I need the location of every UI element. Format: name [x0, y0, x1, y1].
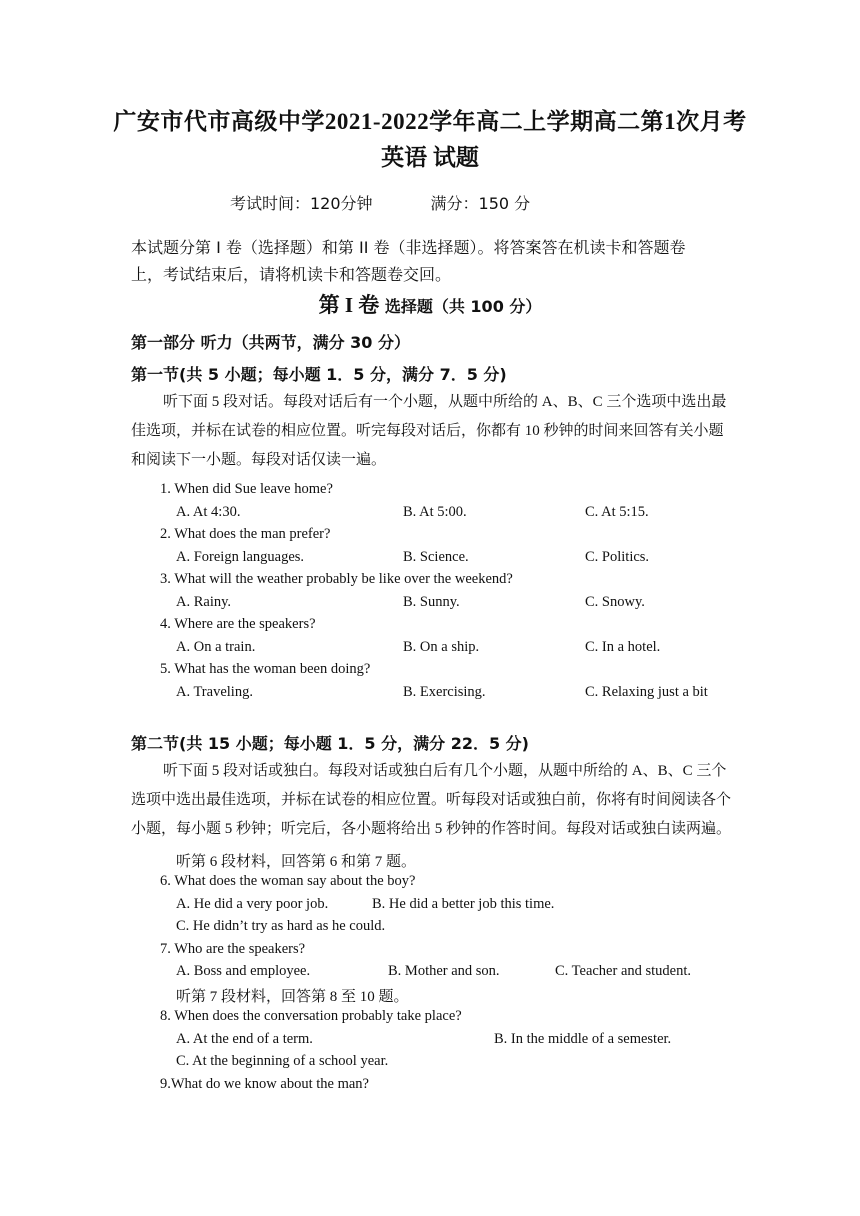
exam-info — [230, 191, 530, 214]
exam-time: 考试时间：120分钟 — [230, 194, 373, 213]
option-c: C. Teacher and student. — [555, 963, 692, 979]
question-1: 1. When did Sue leave home? — [160, 481, 333, 497]
directions-line: 佳选项，并标在试卷的相应位置。听完每段对话后，你都有 10 秒钟的时间来回答有关小题 — [131, 423, 724, 439]
question-6: 6. What does the woman say about the boy? — [160, 873, 416, 889]
question-9: 9.What do we know about the man? — [160, 1076, 369, 1092]
option-c: C. Snowy. — [585, 594, 645, 610]
option-c: C. Relaxing just a bit — [585, 684, 708, 700]
exam-title-line2: 英语 试题 — [381, 145, 479, 170]
question-8: 8. When does the conversation probably take place? — [160, 1008, 462, 1024]
material-7-note: 听第 7 段材料，回答第 8 至 10 题。 — [176, 989, 409, 1005]
directions-line: 听下面 5 段对话。每段对话后有一个小题，从题中所给的 A、B、C 三个选项中选出最 — [163, 394, 727, 410]
option-b: B. Sunny. — [403, 594, 460, 610]
exam-title-line1: 广安市代市高级中学2021-2022学年高二上学期高二第1次月考 — [113, 109, 747, 134]
question-5: 5. What has the woman been doing? — [160, 661, 371, 677]
option-a: A. Boss and employee. — [176, 963, 311, 979]
intro-line1: 本试题分第 I 卷（选择题）和第 II 卷（非选择题）。将答案答在机读卡和答题卷 — [131, 238, 686, 257]
question-4: 4. Where are the speakers? — [160, 616, 316, 632]
option-c: C. At the beginning of a school year. — [176, 1053, 389, 1069]
directions-line: 听下面 5 段对话或独白。每段对话或独白后有几个小题，从题中所给的 A、B、C 三个 — [163, 763, 727, 779]
option-a: A. Foreign languages. — [176, 549, 305, 565]
option-b: B. At 5:00. — [403, 504, 467, 520]
section2-heading: 第二节(共 15 小题；每小题 1．5 分，满分 22．5 分) — [131, 734, 529, 753]
volume1-title — [0, 289, 860, 319]
option-b: B. On a ship. — [403, 639, 480, 655]
option-b: B. He did a better job this time. — [372, 896, 555, 912]
directions-line: 选项中选出最佳选项，并标在试卷的相应位置。听每段对话或独白前，你将有时间阅读各个 — [131, 792, 732, 808]
option-b: B. Mother and son. — [388, 963, 500, 979]
directions-line: 小题，每小题 5 秒钟；听完后，各小题将给出 5 秒钟的作答时间。每段对话或独白读两遍。 — [131, 821, 732, 837]
intro-line2: 上，考试结束后，请将机读卡和答题卷交回。 — [131, 265, 452, 284]
option-a: A. He did a very poor job. — [176, 896, 329, 912]
option-c: C. At 5:15. — [585, 504, 649, 520]
option-c: C. Politics. — [585, 549, 650, 565]
option-a: A. Rainy. — [176, 594, 232, 610]
volume1-rest: 选择题（共 100 分） — [379, 297, 542, 316]
question-3: 3. What will the weather probably be like over the weekend? — [160, 571, 513, 587]
option-a: A. Traveling. — [176, 684, 253, 700]
section1-heading: 第一节(共 5 小题；每小题 1．5 分，满分 7．5 分) — [131, 365, 507, 384]
option-a: A. At 4:30. — [176, 504, 241, 520]
directions-line: 和阅读下一小题。每段对话仅读一遍。 — [131, 452, 387, 468]
question-7: 7. Who are the speakers? — [160, 941, 306, 957]
volume1-big: 第 I 卷 — [318, 293, 380, 317]
material-6-note: 听第 6 段材料，回答第 6 和第 7 题。 — [176, 854, 417, 870]
option-a: A. On a train. — [176, 639, 256, 655]
part1-heading: 第一部分 听力（共两节，满分 30 分） — [131, 333, 410, 352]
section2-directions — [131, 757, 731, 844]
option-b: B. Science. — [403, 549, 469, 565]
full-score: 满分：150 分 — [430, 194, 531, 213]
option-b: B. Exercising. — [403, 684, 486, 700]
option-c: C. In a hotel. — [585, 639, 661, 655]
question-2: 2. What does the man prefer? — [160, 526, 331, 542]
option-b: B. In the middle of a semester. — [494, 1031, 672, 1047]
option-a: A. At the end of a term. — [176, 1031, 313, 1047]
option-c: C. He didn’t try as hard as he could. — [176, 918, 386, 934]
section1-directions — [131, 388, 731, 475]
